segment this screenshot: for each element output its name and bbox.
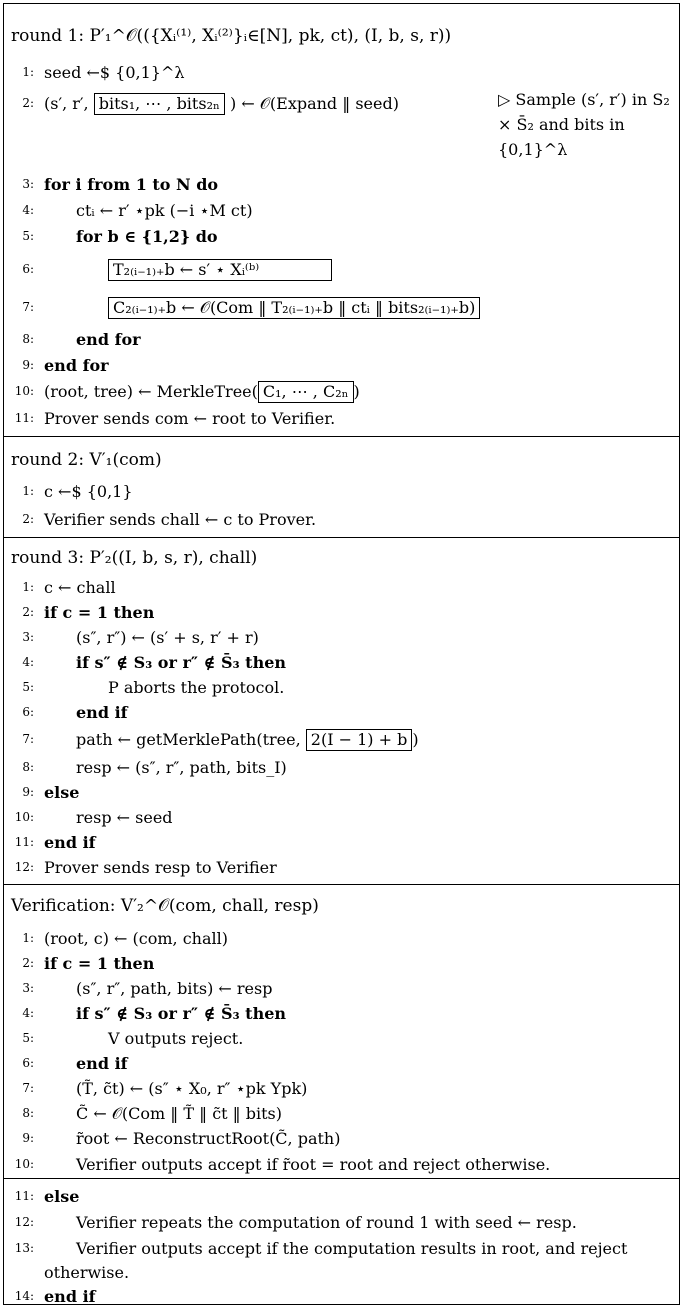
line-text: resp ← seed (76, 808, 173, 827)
algo-line (4, 926, 654, 951)
algo-line (4, 650, 654, 675)
algo-line (4, 295, 654, 320)
line-number: 11: (14, 411, 34, 425)
line-text: c ←$ {0,1} (44, 482, 133, 501)
line-number: 1: (22, 580, 34, 594)
line-number: 12: (14, 1215, 34, 1229)
line-number: 11: (14, 835, 34, 849)
boxed-term: C₂₍ᵢ₋₁₎₊b ← 𝒪(Com ‖ T₂₍ᵢ₋₁₎₊b ‖ ctᵢ ‖ bits₂₍ᵢ₋₁₎₊b) (108, 297, 480, 319)
algo-line (4, 479, 654, 504)
line-number: 14: (14, 1289, 34, 1303)
line-number: 2: (22, 605, 34, 619)
line-text: ctᵢ ← r′ ⋆pk (−i ⋆M ct) (76, 201, 253, 220)
round-1-title: round 1: P′₁^𝒪(({Xᵢ⁽¹⁾, Xᵢ⁽²⁾}ᵢ∈[N], pk, ct), (I, b, s, r)) (11, 26, 452, 46)
line-text: Prover sends com ← root to Verifier. (44, 409, 336, 428)
line-text (108, 257, 332, 282)
line-text: otherwise. (44, 1263, 130, 1282)
line-number: 10: (14, 810, 34, 824)
line-number: 10: (14, 384, 34, 398)
boxed-term: bits₁, ⋯ , bits₂ₙ (94, 93, 225, 115)
line-text: Verifier outputs accept if the computation results in root, and reject (76, 1239, 628, 1258)
line-number: 6: (22, 262, 34, 276)
line-text: Verifier sends chall ← c to Prover. (44, 510, 317, 529)
algo-line (4, 1101, 654, 1126)
line-text: end if (76, 1054, 128, 1073)
line-text: end for (76, 330, 141, 349)
algo-line (4, 1260, 654, 1285)
protocol-figure (3, 3, 680, 1305)
line-text: c ← chall (44, 578, 116, 597)
line-number: 8: (22, 760, 34, 774)
algo-line (4, 1152, 654, 1177)
line-text: end if (44, 833, 96, 852)
algo-line (4, 353, 654, 378)
algo-line (4, 700, 654, 725)
line-text: else (44, 783, 80, 802)
line-text: if s″ ∉ S₃ or r″ ∉ S̄₃ then (76, 1004, 287, 1023)
line-number: 12: (14, 860, 34, 874)
algo-line (4, 1051, 654, 1076)
line-number: 4: (22, 1006, 34, 1020)
line-text: if c = 1 then (44, 954, 155, 973)
line-text: if c = 1 then (44, 603, 155, 622)
divider (4, 884, 679, 885)
divider (4, 537, 679, 538)
verification-title: Verification: V′₂^𝒪(com, chall, resp) (11, 896, 319, 916)
line-number: 2: (22, 96, 34, 110)
boxed-term: 2(I − 1) + b (306, 729, 413, 751)
line-text: (root, c) ← (com, chall) (44, 929, 228, 948)
line-text: seed ←$ {0,1}^λ (44, 63, 185, 82)
algo-line (4, 755, 654, 780)
algo-line (4, 951, 654, 976)
algo-line (4, 172, 654, 197)
algo-line (4, 855, 654, 880)
algo-line (4, 1184, 654, 1209)
boxed-term: T₂₍ᵢ₋₁₎₊b ← s′ ⋆ Xᵢ⁽ᵇ⁾ (108, 259, 332, 281)
algo-line (4, 805, 654, 830)
line-number: 3: (22, 177, 34, 191)
line-number: 1: (22, 484, 34, 498)
line-text: Verifier repeats the computation of round 1 with seed ← resp. (76, 1213, 577, 1232)
algo-line (4, 625, 654, 650)
line-text: end if (44, 1287, 96, 1306)
line-number: 1: (22, 931, 34, 945)
line-number: 9: (22, 785, 34, 799)
line-text: (s″, r″) ← (s′ + s, r′ + r) (76, 628, 259, 647)
algo-line (4, 830, 654, 855)
sample-comment: ▷ Sample (s′, r′) in S₂ × S̄₂ and bits in {0,1}^λ (498, 90, 670, 159)
line-text: resp ← (s″, r″, path, bits_I) (76, 758, 287, 777)
divider (4, 1178, 679, 1179)
line-number: 3: (22, 981, 34, 995)
boxed-term: C₁, ⋯ , C₂ₙ (258, 381, 354, 403)
line-number: 11: (14, 1189, 34, 1203)
line-number: 2: (22, 512, 34, 526)
line-number: 7: (22, 1081, 34, 1095)
algo-line (4, 224, 654, 249)
algo-line (4, 1284, 654, 1309)
algo-line (4, 1076, 654, 1101)
line-number: 13: (14, 1241, 34, 1255)
line-number: 3: (22, 630, 34, 644)
line-text: (s″, r″, path, bits) ← resp (76, 979, 273, 998)
line-number: 4: (22, 203, 34, 217)
line-text: else (44, 1187, 80, 1206)
line-text: C̃ ← 𝒪(Com ‖ T̃ ‖ c̃t ‖ bits) (76, 1104, 283, 1123)
algo-line (4, 600, 654, 625)
algo-line (4, 675, 654, 700)
line-text: Verifier outputs accept if r̃oot = root and reject otherwise. (76, 1155, 551, 1174)
algo-line (4, 507, 654, 532)
divider (4, 436, 679, 437)
line-number: 8: (22, 332, 34, 346)
line-number: 1: (22, 65, 34, 79)
line-text: Prover sends resp to Verifier (44, 858, 277, 877)
line-number: 8: (22, 1106, 34, 1120)
line-number: 10: (14, 1157, 34, 1171)
algo-line (4, 1026, 654, 1051)
line-number: 9: (22, 358, 34, 372)
algo-line (4, 327, 654, 352)
line-text: end if (76, 703, 128, 722)
algo-line (4, 60, 654, 85)
line-text: (s′, r′, bits₁, ⋯ , bits₂ₙ ) ← 𝒪(Expand ‖ seed) (44, 94, 399, 113)
algo-line (4, 1236, 654, 1261)
algo-line (4, 1210, 654, 1235)
line-text: V outputs reject. (108, 1029, 244, 1048)
line-number: 2: (22, 956, 34, 970)
algo-line (4, 727, 654, 752)
algo-line (4, 575, 654, 600)
round-3-title: round 3: P′₂((I, b, s, r), chall) (11, 548, 258, 568)
line-number: 9: (22, 1131, 34, 1145)
line-text: end for (44, 356, 109, 375)
line-number: 6: (22, 1056, 34, 1070)
round-2-title: round 2: V′₁(com) (11, 450, 162, 470)
line-text: (T̃, c̃t) ← (s″ ⋆ X₀, r″ ⋆pk Ypk) (76, 1079, 308, 1098)
algo-line (4, 780, 654, 805)
line-text: if s″ ∉ S₃ or r″ ∉ S̄₃ then (76, 653, 287, 672)
algo-line (4, 257, 654, 282)
line-text: path ← getMerklePath(tree, 2(I − 1) + b ) (76, 730, 419, 749)
line-text: P aborts the protocol. (108, 678, 285, 697)
line-text: r̃oot ← ReconstructRoot(C̃, path) (76, 1129, 341, 1148)
line-number: 5: (22, 680, 34, 694)
line-number: 6: (22, 705, 34, 719)
line-text: for i from 1 to N do (44, 175, 219, 194)
line-number: 5: (22, 229, 34, 243)
algo-line (4, 976, 654, 1001)
line-text (108, 295, 480, 320)
algo-line (4, 406, 654, 431)
algo-line (4, 1126, 654, 1151)
algo-line (4, 379, 654, 404)
line-number: 5: (22, 1031, 34, 1045)
line-number: 7: (22, 732, 34, 746)
line-number: 4: (22, 655, 34, 669)
line-text: for b ∈ {1,2} do (76, 227, 218, 246)
line-number: 7: (22, 300, 34, 314)
algo-line (4, 1001, 654, 1026)
line-text: (root, tree) ← MerkleTree( C₁, ⋯ , C₂ₙ ) (44, 382, 360, 401)
algo-line (4, 198, 654, 223)
